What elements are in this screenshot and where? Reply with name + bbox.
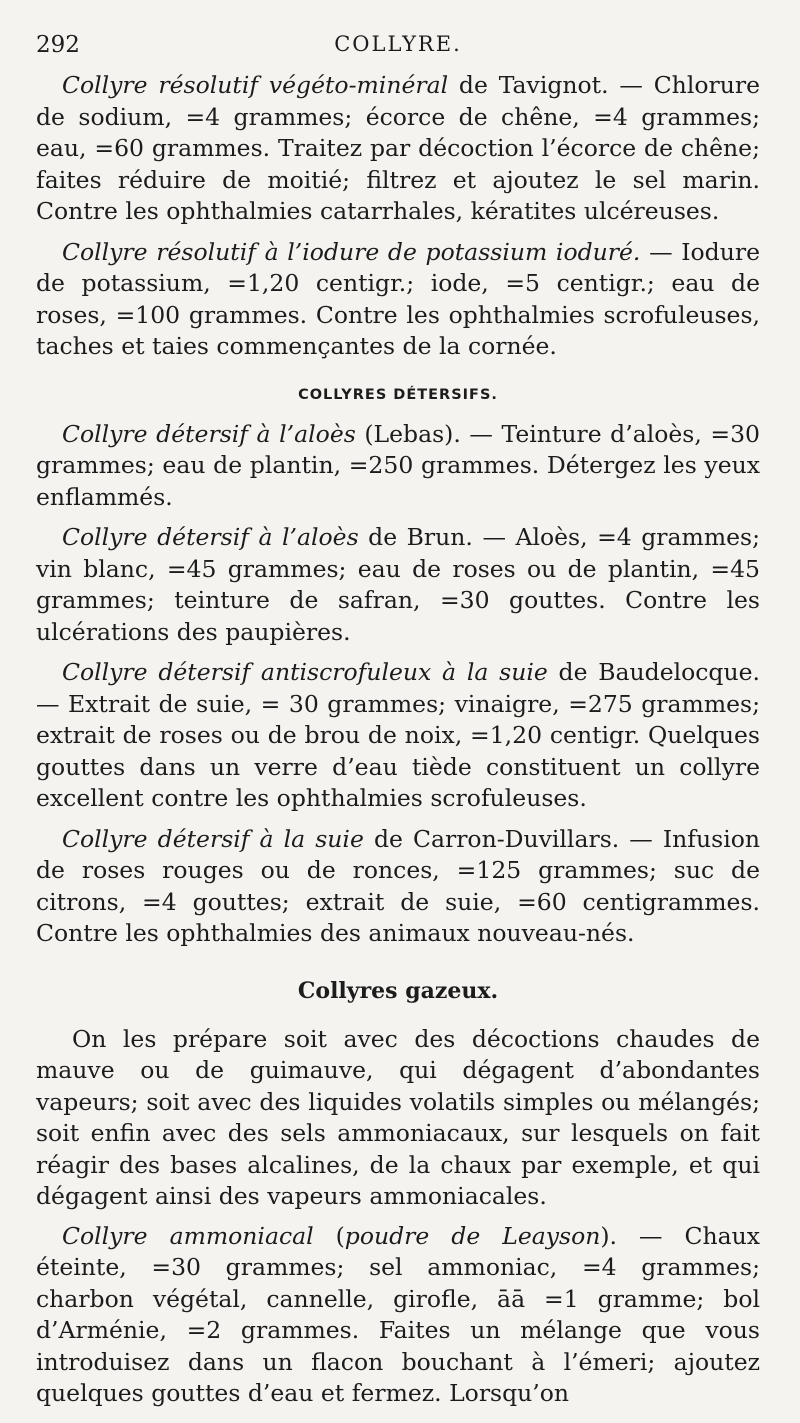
- running-head: COLLYRE.: [334, 32, 462, 56]
- entry-resolutif-iodure: [36, 237, 760, 363]
- entry-detersif-antiscrofuleux: [36, 657, 760, 815]
- entry-name: Collyre ammoniacal: [62, 1221, 314, 1250]
- page-header: [36, 26, 760, 70]
- entry-source: poudre de Leayson: [344, 1221, 601, 1250]
- entry-text: (Lebas). — Teinture d’aloès, =30 grammes; eau de plantin, =250 grammes. Détergez les yeux enflammés.: [36, 419, 760, 511]
- entry-name: Collyre détersif à l’aloès: [62, 419, 356, 448]
- entry-detersif-aloes-brun: [36, 522, 760, 648]
- entry-paren: (: [313, 1221, 345, 1250]
- entry-text: ). — Chaux éteinte, =30 grammes; sel ammoniac, =4 grammes; charbon végétal, cannelle, girofle, āā =1 gramme; bol d’Arménie, =2 grammes. Faites un mélange que vous introduisez dans un flacon bouchant à l’émeri; ajoutez quelques gouttes d’eau et fermez. Lorsqu’on: [36, 1221, 760, 1407]
- entry-detersif-aloes-lebas: [36, 419, 760, 514]
- entry-name: Collyre détersif à l’aloès: [62, 523, 359, 551]
- entry-name: Collyre détersif à la suie: [62, 824, 364, 853]
- entry-text: de Carron-Duvillars. — Infusion de roses rouges ou de ronces, =125 grammes; suc de citrons, =4 gouttes; extrait de suie, =60 centigrammes. Contre les ophthalmies des animaux nouveau-nés.: [36, 824, 760, 947]
- entry-text: de Baudelocque. — Extrait de suie, = 30 grammes; vinaigre, =275 grammes; extrait de roses ou de brou de noix, =1,20 centigr. Quelques gouttes dans un verre d’eau tiède constituent un collyre excellent contre les ophthalmies scrofuleuses.: [36, 658, 760, 812]
- subheading-collyres-detersifs: COLLYRES DÉTERSIFS.: [298, 386, 498, 403]
- entry-detersif-suie-carron: [36, 824, 760, 950]
- entry-text: — Iodure de potassium, =1,20 centigr.; iode, =5 centigr.; eau de roses, =100 grammes. Contre les ophthalmies scrofuleuses, taches et taies commençantes de la cornée.: [36, 237, 760, 360]
- entry-name: Collyre détersif antiscrofuleux à la suie: [62, 658, 548, 686]
- entry-text: de Brun. — Aloès, =4 grammes; vin blanc, =45 grammes; eau de roses ou de plantin, =45 grammes; teinture de safran, =30 gouttes. Contre les ulcérations des paupières.: [36, 523, 761, 646]
- entry-ammoniacal: [36, 1221, 760, 1410]
- entry-name: Collyre résolutif à l’iodure de potassium ioduré.: [62, 237, 641, 266]
- paragraph-gazeux-intro: On les prépare soit avec des décoctions chaudes de mauve ou de guimauve, qui dégagent d’abondantes vapeurs; soit avec des liquides volatils simples ou mélangés; soit enfin avec des sels ammoniacaux, sur lesquels on fait réagir des bases alcalines, de la chaux par exemple, et qui dégagent ainsi des vapeurs ammoniacales.: [36, 1024, 760, 1210]
- entry-text: de Tavignot. — Chlorure de sodium, =4 grammes; écorce de chêne, =4 grammes; eau, =60 grammes. Traitez par décoction l’écorce de chêne; faites réduire de moitié; filtrez et ajoutez le sel marin. Contre les ophthalmies catarrhales, kératites ulcéreuses.: [36, 71, 760, 225]
- entry-name: Collyre résolutif végéto-minéral: [62, 71, 449, 99]
- page-number: 292: [36, 32, 80, 58]
- entry-resolutif-vegeto-mineral: [36, 70, 760, 228]
- section-title-collyres-gazeux: Collyres gazeux.: [297, 977, 499, 1004]
